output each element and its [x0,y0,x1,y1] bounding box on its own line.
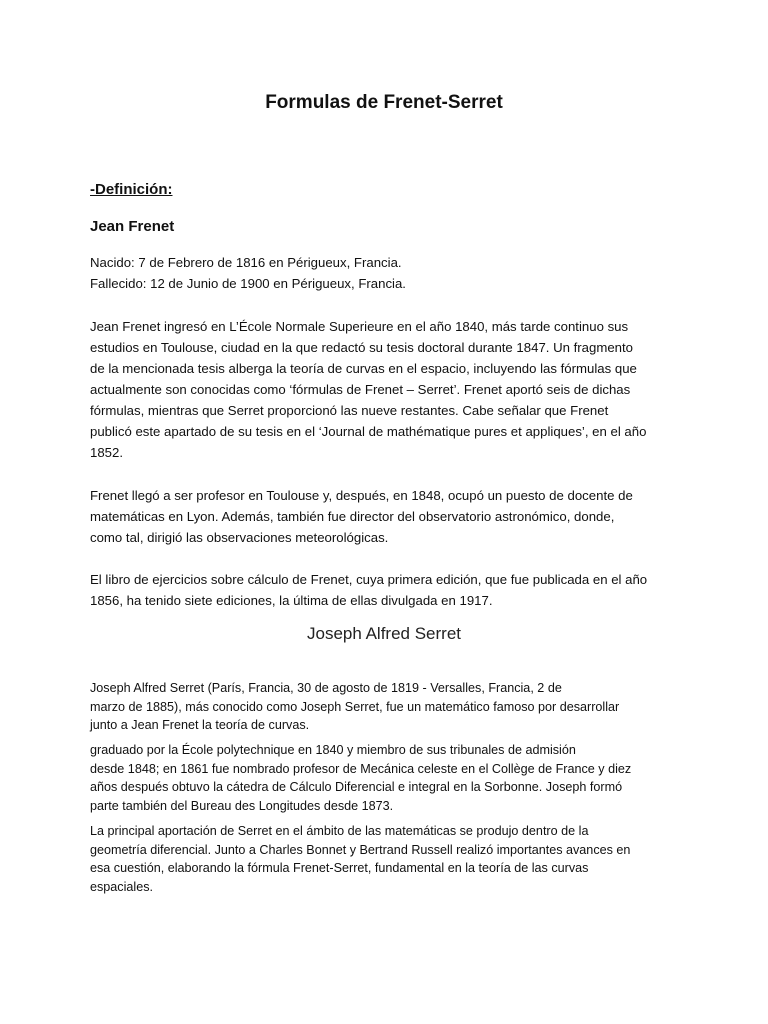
text-line: marzo de 1885), más conocido como Joseph Serret, fue un matemático famoso por desarrollar [90,699,620,714]
document-title: Formulas de Frenet-Serret [265,92,503,113]
text-line: actualmente son conocidas como ‘fórmulas de Frenet – Serret’. Frenet aportó seis de dichas [90,382,631,397]
text-line: Joseph Alfred Serret (París, Francia, 30 de agosto de 1819 - Versalles, Francia, 2 de [90,681,562,695]
text-line: publicó este apartado de su tesis en el ‘Journal de mathématique pures et appliques’, en el año [90,424,647,439]
frenet-paragraph-2 [90,485,690,548]
text-line: de la mencionada tesis alberga la teoría de curvas en el espacio, incluyendo las fórmulas que [90,361,637,376]
birth-death-info [90,252,690,294]
text-line: espaciales. [90,879,154,894]
text-line: 1856, ha tenido siete ediciones, la última de ellas divulgada en 1917. [90,593,493,608]
text-line: Jean Frenet ingresó en L’École Normale Superieure en el año 1840, más tarde continuo sus [90,319,629,334]
frenet-paragraph-3 [90,569,690,611]
text-line: 1852. [90,445,124,460]
text-line: El libro de ejercicios sobre cálculo de Frenet, cuya primera edición, que fue publicada en el año [90,572,648,587]
text-line: fórmulas, mientras que Serret proporcionó las nueve restantes. Cabe señalar que Frenet [90,403,609,418]
frenet-paragraph-1 [90,316,690,463]
text-line: Nacido: 7 de Febrero de 1816 en Périgueux, Francia. [90,255,402,270]
text-line: matemáticas en Lyon. Además, también fue director del observatorio astronómico, donde, [90,509,615,524]
text-line: años después obtuvo la cátedra de Cálculo Diferencial e integral en la Sorbonne. Joseph formó [90,780,623,794]
text-line: Frenet llegó a ser profesor en Toulouse y, después, en 1848, ocupó un puesto de docente de [90,488,633,503]
text-line: Fallecido: 12 de Junio de 1900 en Périgueux, Francia. [90,276,406,291]
definition-heading: -Definición: [90,181,173,198]
serret-heading: Joseph Alfred Serret [306,624,462,643]
text-line: esa cuestión, elaborando la fórmula Frenet-Serret, fundamental en la teoría de las curvas [90,861,589,875]
text-line: estudios en Toulouse, ciudad en la que redactó su tesis doctoral durante 1847. Un fragmento [90,340,633,355]
text-line: graduado por la École polytechnique en 1840 y miembro de sus tribunales de admisión [90,743,576,757]
jean-frenet-heading: Jean Frenet [90,218,175,235]
text-line: junto a Jean Frenet la teoría de curvas. [90,718,310,732]
serret-paragraph-1 [90,679,690,735]
text-line: parte también del Bureau des Longitudes desde 1873. [90,798,394,813]
text-line: como tal, dirigió las observaciones meteorológicas. [90,530,389,545]
text-line: geometría diferencial. Junto a Charles Bonnet y Bertrand Russell realizó importantes avances en [90,842,631,857]
serret-paragraph-3 [90,822,690,896]
text-line: La principal aportación de Serret en el ámbito de las matemáticas se produjo dentro de la [90,824,589,838]
text-line: desde 1848; en 1861 fue nombrado profesor de Mecánica celeste en el Collège de France y diez [90,761,632,776]
serret-paragraph-2 [90,741,690,815]
